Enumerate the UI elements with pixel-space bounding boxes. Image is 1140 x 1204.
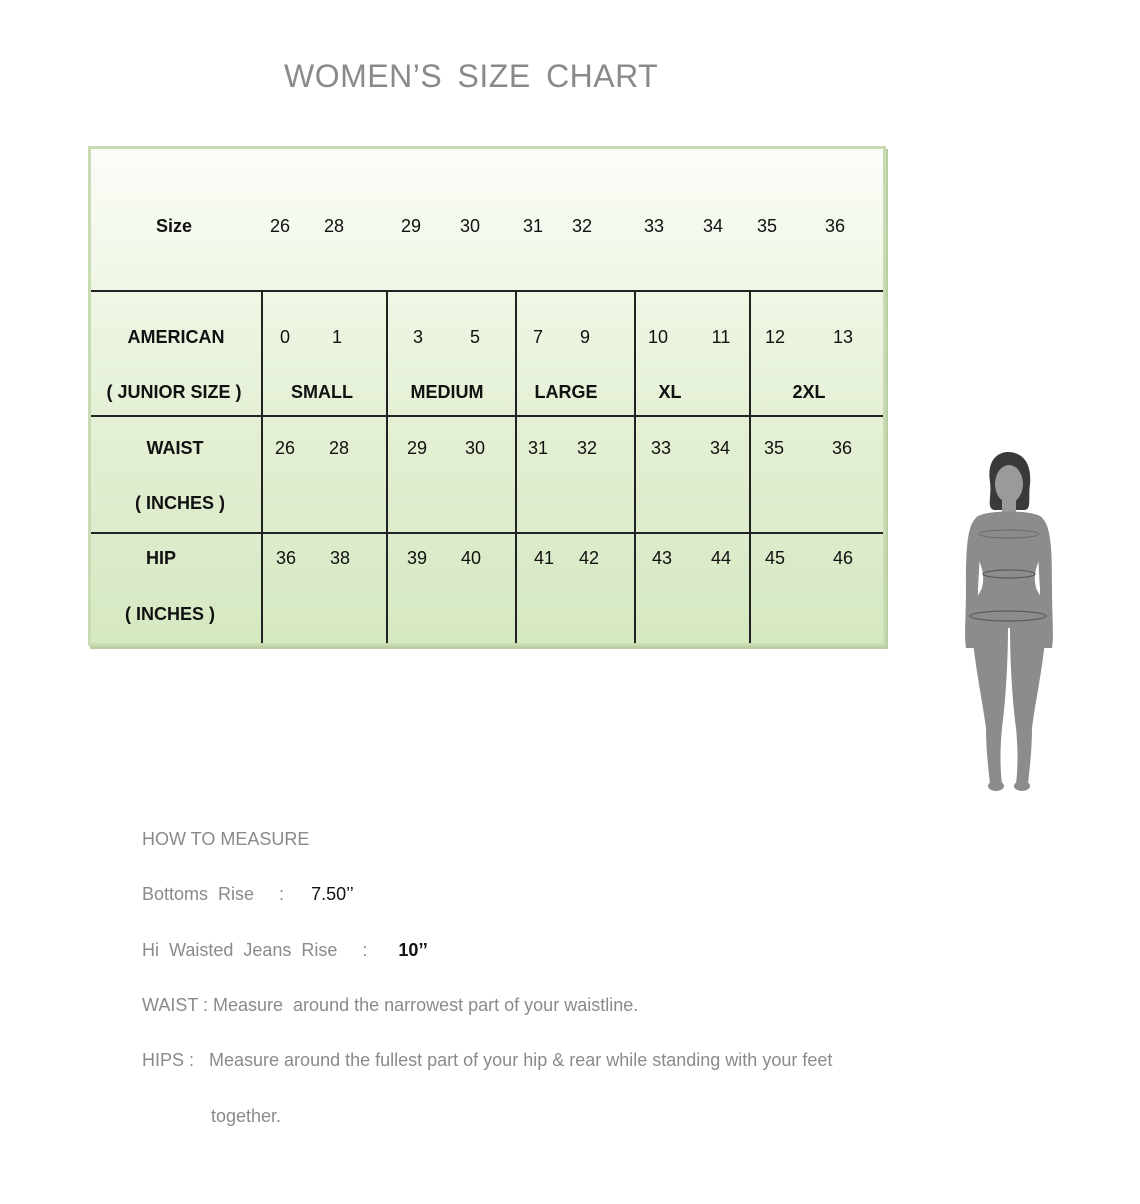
american-value: 1 xyxy=(331,327,343,347)
american-value: 9 xyxy=(579,327,591,347)
size-value: 30 xyxy=(459,216,481,236)
hips-instruction-continued: together. xyxy=(211,1106,282,1126)
row-divider xyxy=(91,415,883,417)
hi-waisted-rise-label: Hi Waisted Jeans Rise : xyxy=(142,940,368,960)
size-value: 34 xyxy=(702,216,724,236)
waist-value: 31 xyxy=(527,438,549,458)
waist-value: 34 xyxy=(709,438,731,458)
hip-value: 45 xyxy=(764,548,786,568)
size-group-label: XL xyxy=(658,382,682,402)
hip-value: 43 xyxy=(651,548,673,568)
size-value: 36 xyxy=(824,216,846,236)
row-divider xyxy=(91,532,883,534)
size-group-label: 2XL xyxy=(792,382,826,402)
size-value: 28 xyxy=(323,216,345,236)
measure-heading: HOW TO MEASURE xyxy=(142,829,310,849)
waist-value: 33 xyxy=(650,438,672,458)
hip-value: 46 xyxy=(832,548,854,568)
hip-value: 36 xyxy=(275,548,297,568)
american-value: 0 xyxy=(279,327,291,347)
hip-value: 42 xyxy=(578,548,600,568)
american-value: 5 xyxy=(469,327,481,347)
hip-value: 38 xyxy=(329,548,351,568)
waist-instruction: WAIST : Measure around the narrowest part of your waistline. xyxy=(142,995,639,1015)
american-value: 3 xyxy=(412,327,424,347)
waist-sublabel: ( INCHES ) xyxy=(135,493,225,513)
waist-value: 28 xyxy=(328,438,350,458)
column-divider xyxy=(386,291,388,643)
page-title: WOMEN’S SIZE CHART xyxy=(284,58,659,94)
size-value: 33 xyxy=(643,216,665,236)
hip-sublabel: ( INCHES ) xyxy=(125,604,215,624)
waist-value: 29 xyxy=(406,438,428,458)
bottoms-rise-line xyxy=(142,884,354,905)
bottoms-rise-label: Bottoms Rise : xyxy=(142,884,285,904)
bottoms-rise-value: 7.50’’ xyxy=(311,884,354,904)
american-sublabel: ( JUNIOR SIZE ) xyxy=(106,382,242,402)
column-divider xyxy=(749,291,751,643)
waist-value: 32 xyxy=(576,438,598,458)
hi-waisted-rise-line xyxy=(142,940,428,961)
waist-value: 30 xyxy=(464,438,486,458)
waist-value: 26 xyxy=(274,438,296,458)
american-value: 10 xyxy=(647,327,669,347)
waist-label: WAIST xyxy=(146,438,204,458)
row-divider xyxy=(91,290,883,292)
hi-waisted-rise-value: 10’’ xyxy=(398,940,428,960)
size-chart-table xyxy=(88,146,886,646)
american-value: 7 xyxy=(532,327,544,347)
hip-value: 40 xyxy=(460,548,482,568)
size-value: 32 xyxy=(571,216,593,236)
size-group-label: MEDIUM xyxy=(410,382,484,402)
column-divider xyxy=(261,291,263,643)
american-value: 11 xyxy=(711,327,731,347)
size-value: 26 xyxy=(269,216,291,236)
female-figure-illustration xyxy=(950,448,1062,794)
american-label: AMERICAN xyxy=(127,327,225,347)
american-value: 13 xyxy=(832,327,854,347)
hips-instruction: HIPS : Measure around the fullest part of your hip & rear while standing with your feet xyxy=(142,1050,833,1070)
column-divider xyxy=(634,291,636,643)
waist-value: 36 xyxy=(831,438,853,458)
size-group-label: SMALL xyxy=(291,382,353,402)
waist-value: 35 xyxy=(763,438,785,458)
size-value: 31 xyxy=(522,216,544,236)
hip-value: 41 xyxy=(533,548,555,568)
hip-value: 39 xyxy=(406,548,428,568)
hip-value: 44 xyxy=(710,548,732,568)
size-label: Size xyxy=(155,216,193,236)
size-group-label: LARGE xyxy=(534,382,598,402)
size-value: 29 xyxy=(400,216,422,236)
hip-label: HIP xyxy=(145,548,177,568)
column-divider xyxy=(515,291,517,643)
size-value: 35 xyxy=(756,216,778,236)
american-value: 12 xyxy=(764,327,786,347)
